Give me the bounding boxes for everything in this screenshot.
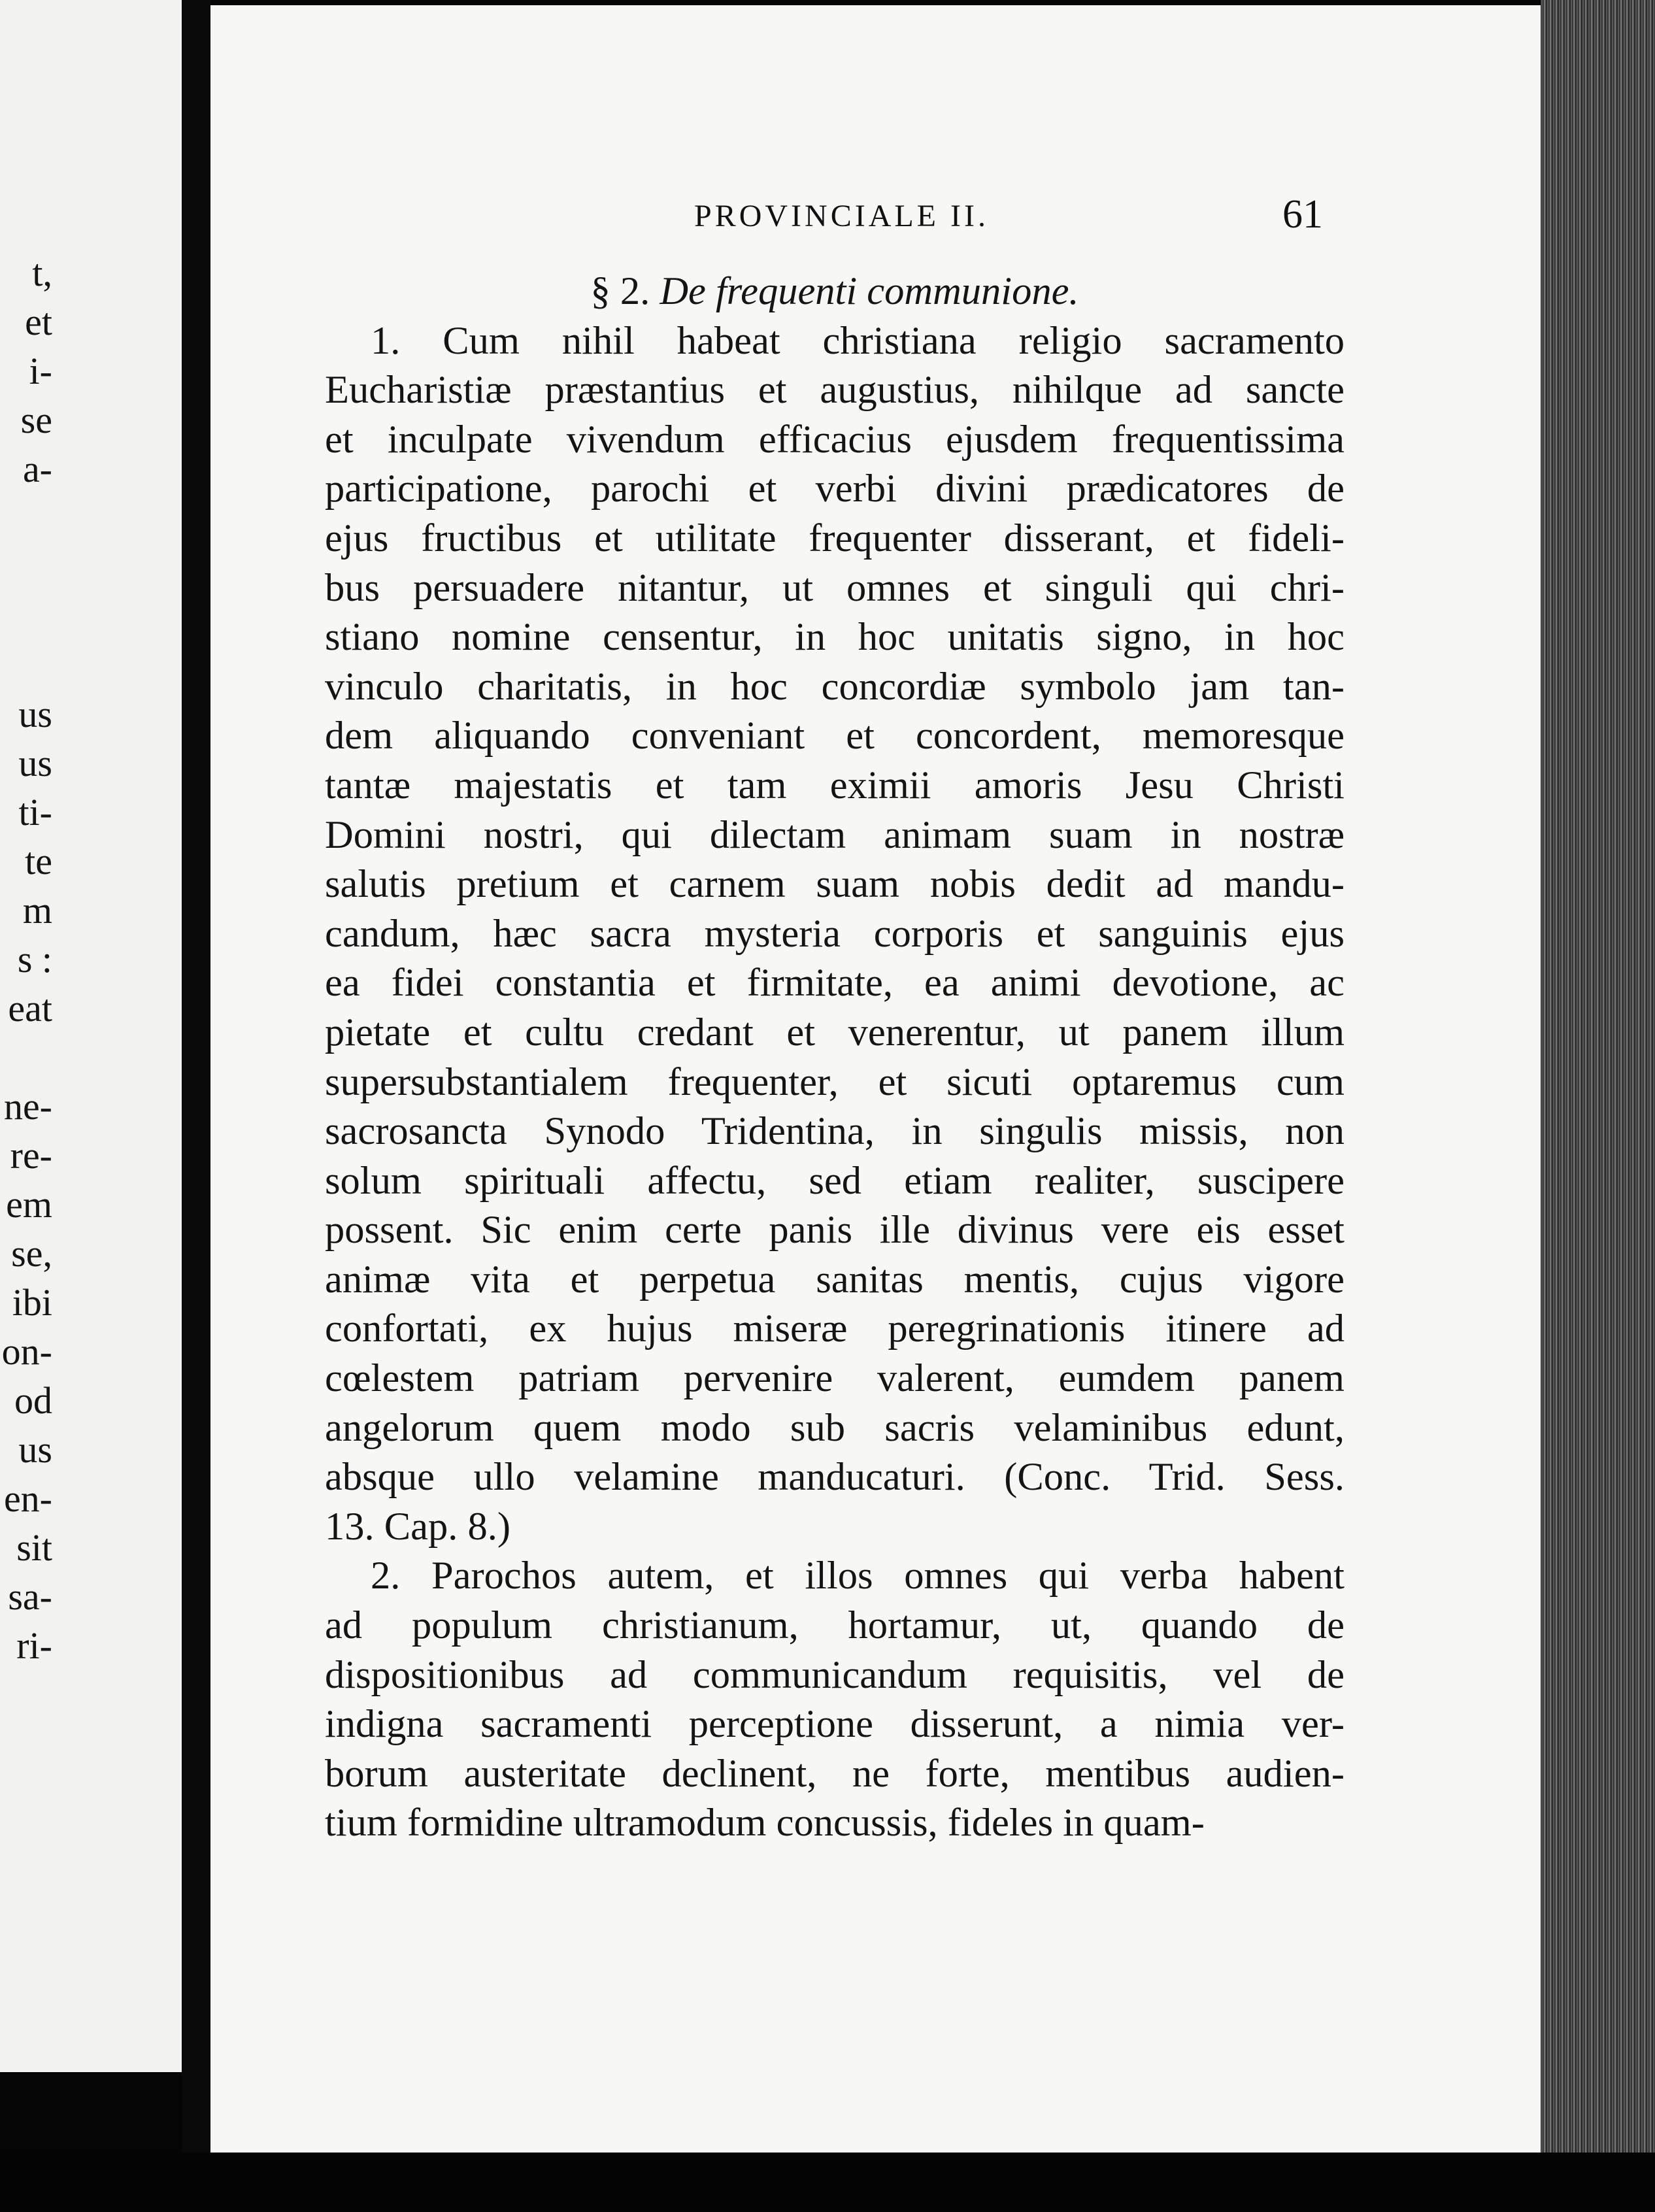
text-line: participatione, parochi et verbi divini prædicatores de: [325, 467, 1345, 511]
page-block-edges: [1541, 0, 1655, 2212]
text-line: supersubstantialem frequenter, et sicuti optaremus cum: [325, 1060, 1345, 1104]
fragment-line: sit: [16, 1526, 52, 1569]
fragment-line: en-: [3, 1477, 52, 1520]
fragment-line: te: [25, 840, 52, 882]
fragment-line: ne-: [3, 1085, 52, 1128]
text-line: animæ vita et perpetua sanitas mentis, cujus vigore: [325, 1257, 1345, 1301]
text-line: bus persuadere nitantur, ut omnes et singuli qui chri-: [325, 565, 1345, 610]
gutter-shadow: [182, 0, 211, 2212]
text-line: ad populum christianum, hortamur, ut, quando de: [325, 1603, 1345, 1648]
fragment-line: ti-: [18, 791, 52, 833]
text-line: solum spirituali affectu, sed etiam realiter, suscipere: [325, 1158, 1345, 1203]
text-line: cœlestem patriam pervenire valerent, eumdem panem: [325, 1356, 1345, 1401]
fragment-line: ri-: [16, 1624, 52, 1667]
fragment-line: ibi: [12, 1281, 52, 1324]
section-heading: [325, 267, 1345, 316]
text-line: borum austeritate declinent, ne forte, mentibus audien-: [325, 1751, 1345, 1796]
running-head: [210, 192, 1541, 250]
text-line: candum, hæc sacra mysteria corporis et sanguinis ejus: [325, 911, 1345, 956]
fragment-line: eat: [8, 987, 52, 1030]
text-line: confortati, ex hujus miseræ peregrinationis itinere ad: [325, 1307, 1345, 1351]
book-page: [210, 5, 1541, 2153]
fragment-line: [0, 543, 52, 592]
scan-bottom-border: [0, 2153, 1655, 2212]
fragment-line: i-: [29, 350, 52, 392]
text-line: Eucharistiæ præstantius et augustius, nihilque ad sancte: [325, 368, 1345, 412]
text-line: tantæ majestatis et tam eximii amoris Jesu Christi: [325, 763, 1345, 807]
fragment-line: on-: [1, 1330, 52, 1373]
fragment-line: us: [18, 1428, 52, 1471]
fragment-line: a-: [22, 448, 52, 490]
fragment-line: od: [14, 1379, 52, 1422]
fragment-line: [0, 592, 52, 641]
fragment-line: t,: [32, 252, 52, 294]
text-line: tium formidine ultramodum concussis, fideles in quam-: [325, 1801, 1205, 1845]
fragment-line: us: [18, 742, 52, 784]
text-line: angelorum quem modo sub sacris velaminibus edunt,: [325, 1405, 1345, 1450]
text-line: dispositionibus ad communicandum requisitis, vel de: [325, 1652, 1345, 1697]
text-line: stiano nomine censentur, in hoc unitatis signo, in hoc: [325, 615, 1345, 660]
fragment-line: [0, 1033, 52, 1082]
section-number: § 2.: [590, 269, 650, 313]
text-line: absque ullo velamine manducaturi. (Conc. Trid. Sess.: [325, 1455, 1345, 1500]
fragment-line: m: [22, 889, 52, 931]
text-line: 1. Cum nihil habeat christiana religio sacramento: [371, 318, 1345, 363]
fragment-line: [0, 641, 52, 690]
fragment-line: se: [20, 399, 52, 441]
text-line: pietate et cultu credant et venerentur, ut panem illum: [325, 1010, 1345, 1054]
text-line: indigna sacramenti perceptione disserunt, a nimia ver-: [325, 1702, 1345, 1747]
text-line: sacrosancta Synodo Tridentina, in singulis missis, non: [325, 1109, 1345, 1154]
text-line: ejus fructibus et utilitate frequenter disserant, et fideli-: [325, 516, 1345, 560]
text-line: ea fidei constantia et firmitate, ea animi devotione, ac: [325, 961, 1345, 1005]
fragment-line: s :: [17, 938, 52, 980]
fragment-line: re-: [10, 1134, 52, 1177]
page-body: [325, 267, 1345, 1848]
running-title: PROVINCIALE II.: [694, 199, 989, 233]
previous-page-text-fragments: [0, 248, 52, 1670]
text-line: et inculpate vivendum efficacius ejusdem frequentissima: [325, 417, 1345, 461]
fragment-line: us: [18, 693, 52, 735]
text-line: 13. Cap. 8.): [325, 1504, 510, 1549]
fragment-line: et: [25, 301, 52, 343]
text-line: 2. Parochos autem, et illos omnes qui verba habent: [371, 1554, 1345, 1598]
fragment-line: em: [6, 1183, 52, 1226]
fragment-line: se,: [11, 1232, 52, 1275]
fragment-line: [0, 494, 52, 543]
page-number: 61: [1282, 192, 1323, 237]
text-line: vinculo charitatis, in hoc concordiæ symbolo jam tan-: [325, 664, 1345, 709]
text-line: salutis pretium et carnem suam nobis dedit ad mandu-: [325, 862, 1345, 907]
section-title: De frequenti communione.: [660, 269, 1079, 313]
text-line: dem aliquando conveniant et concordent, memoresque: [325, 714, 1345, 758]
text-line: Domini nostri, qui dilectam animam suam in nostræ: [325, 813, 1345, 857]
fragment-line: sa-: [8, 1575, 52, 1618]
previous-page-edge: [0, 0, 186, 2072]
text-line: possent. Sic enim certe panis ille divinus vere eis esset: [325, 1208, 1345, 1252]
